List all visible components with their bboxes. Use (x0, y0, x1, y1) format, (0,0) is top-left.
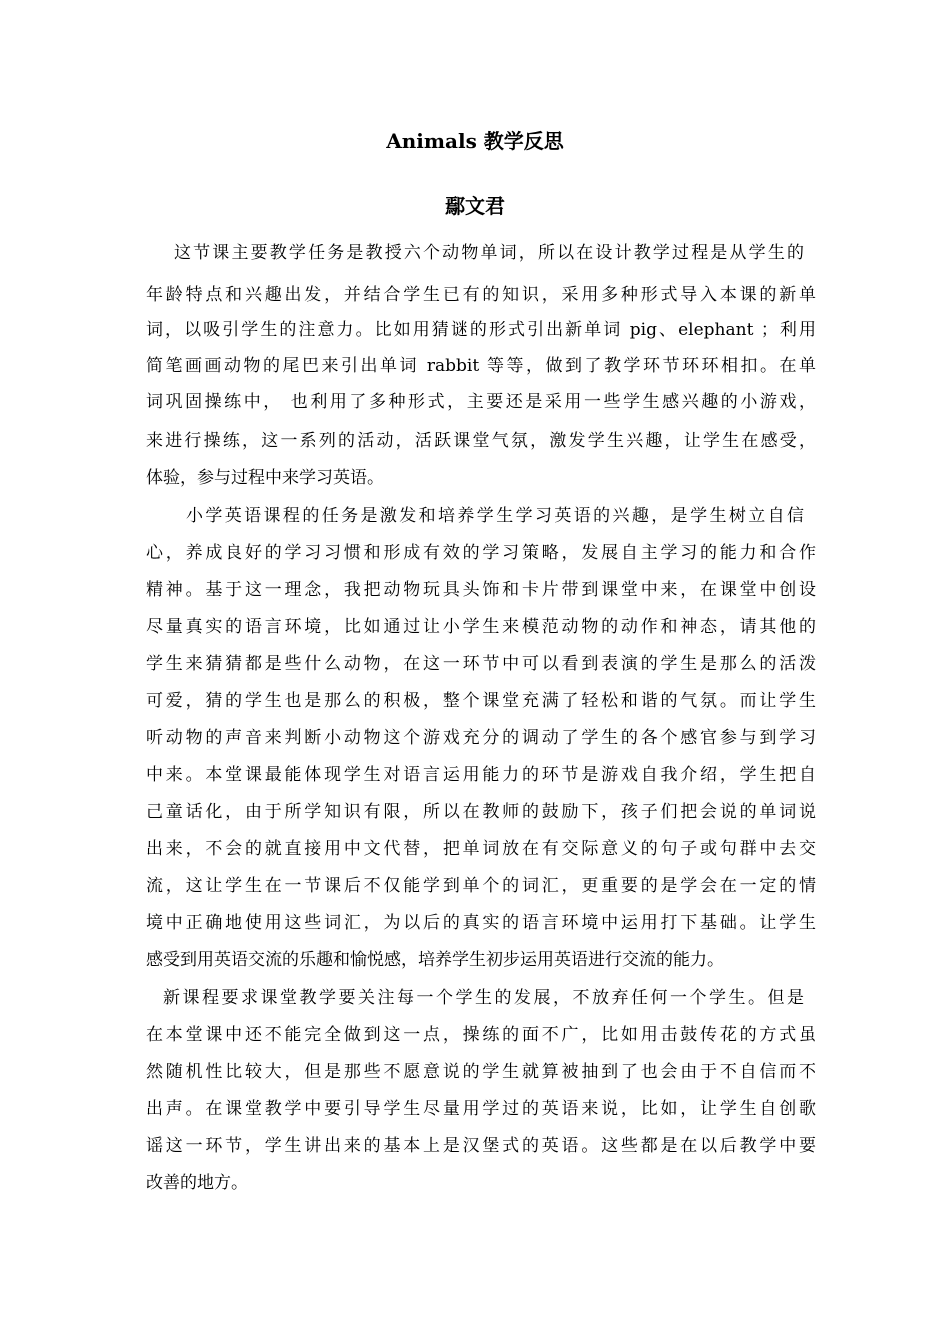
paragraph-line: 简笔画画动物的尾巴来引出单词 rabbit 等等，做到了教学环节环环相扣。在单 (146, 356, 816, 376)
document-title: Animals 教学反思 (386, 129, 564, 153)
paragraph-line: 在本堂课中还不能完全做到这一点，操练的面不广，比如用击鼓传花的方式虽 (146, 1025, 816, 1045)
paragraph-line: 流，这让学生在一节课后不仅能学到单个的词汇，更重要的是学会在一定的情 (146, 876, 816, 896)
paragraph-line: 己童话化，由于所学知识有限，所以在教师的鼓励下，孩子们把会说的单词说 (146, 802, 816, 822)
paragraph-line: 感受到用英语交流的乐趣和愉悦感，培养学生初步运用英语进行交流的能力。 (146, 950, 724, 970)
document-author: 鄢文君 (445, 194, 505, 218)
paragraph-line: 新课程要求课堂教学要关注每一个学生的发展，不放弃任何一个学生。但是 (163, 988, 804, 1008)
paragraph-line: 来进行操练，这一系列的活动，活跃课堂气氛，激发学生兴趣，让学生在感受， (146, 431, 816, 451)
paragraph-line: 可爱，猜的学生也是那么的积极，整个课堂充满了轻松和谐的气氛。而让学生 (146, 691, 816, 711)
paragraph-line: 心，养成良好的学习习惯和形成有效的学习策略，发展自主学习的能力和合作 (146, 543, 816, 563)
paragraph-line: 体验，参与过程中来学习英语。 (146, 468, 384, 488)
paragraph-line: 小学英语课程的任务是激发和培养学生学习英语的兴趣，是学生树立自信 (186, 506, 804, 526)
paragraph-line: 谣这一环节，学生讲出来的基本上是汉堡式的英语。这些都是在以后教学中要 (146, 1136, 816, 1156)
paragraph-line: 词，以吸引学生的注意力。比如用猜谜的形式引出新单词 pig、elephant ；利用 (146, 320, 816, 340)
paragraph-line: 精神。基于这一理念，我把动物玩具头饰和卡片带到课堂中来，在课堂中创设 (146, 580, 816, 600)
paragraph-line: 然随机性比较大，但是那些不愿意说的学生就算被抽到了也会由于不自信而不 (146, 1062, 816, 1082)
paragraph-line: 中来。本堂课最能体现学生对语言运用能力的环节是游戏自我介绍，学生把自 (146, 765, 816, 785)
paragraph-line: 尽量真实的语言环境，比如通过让小学生来模范动物的动作和神态，请其他的 (146, 617, 816, 637)
paragraph-line: 出来，不会的就直接用中文代替，把单词放在有交际意义的句子或句群中去交 (146, 839, 816, 859)
paragraph-line: 改善的地方。 (146, 1173, 248, 1193)
paragraph-line: 听动物的声音来判断小动物这个游戏充分的调动了学生的各个感官参与到学习 (146, 728, 816, 748)
paragraph-line: 出声。在课堂教学中要引导学生尽量用学过的英语来说，比如，让学生自创歌 (146, 1099, 816, 1119)
paragraph-line: 词巩固操练中， 也利用了多种形式，主要还是采用一些学生感兴趣的小游戏， (146, 392, 816, 412)
paragraph-line: 年龄特点和兴趣出发，并结合学生已有的知识，采用多种形式导入本课的新单 (146, 285, 816, 305)
paragraph-line: 境中正确地使用这些词汇，为以后的真实的语言环境中运用打下基础。让学生 (146, 913, 816, 933)
paragraph-line: 这节课主要教学任务是教授六个动物单词，所以在设计教学过程是从学生的 (174, 243, 804, 263)
paragraph-line: 学生来猜猜都是些什么动物，在这一环节中可以看到表演的学生是那么的活泼 (146, 654, 816, 674)
